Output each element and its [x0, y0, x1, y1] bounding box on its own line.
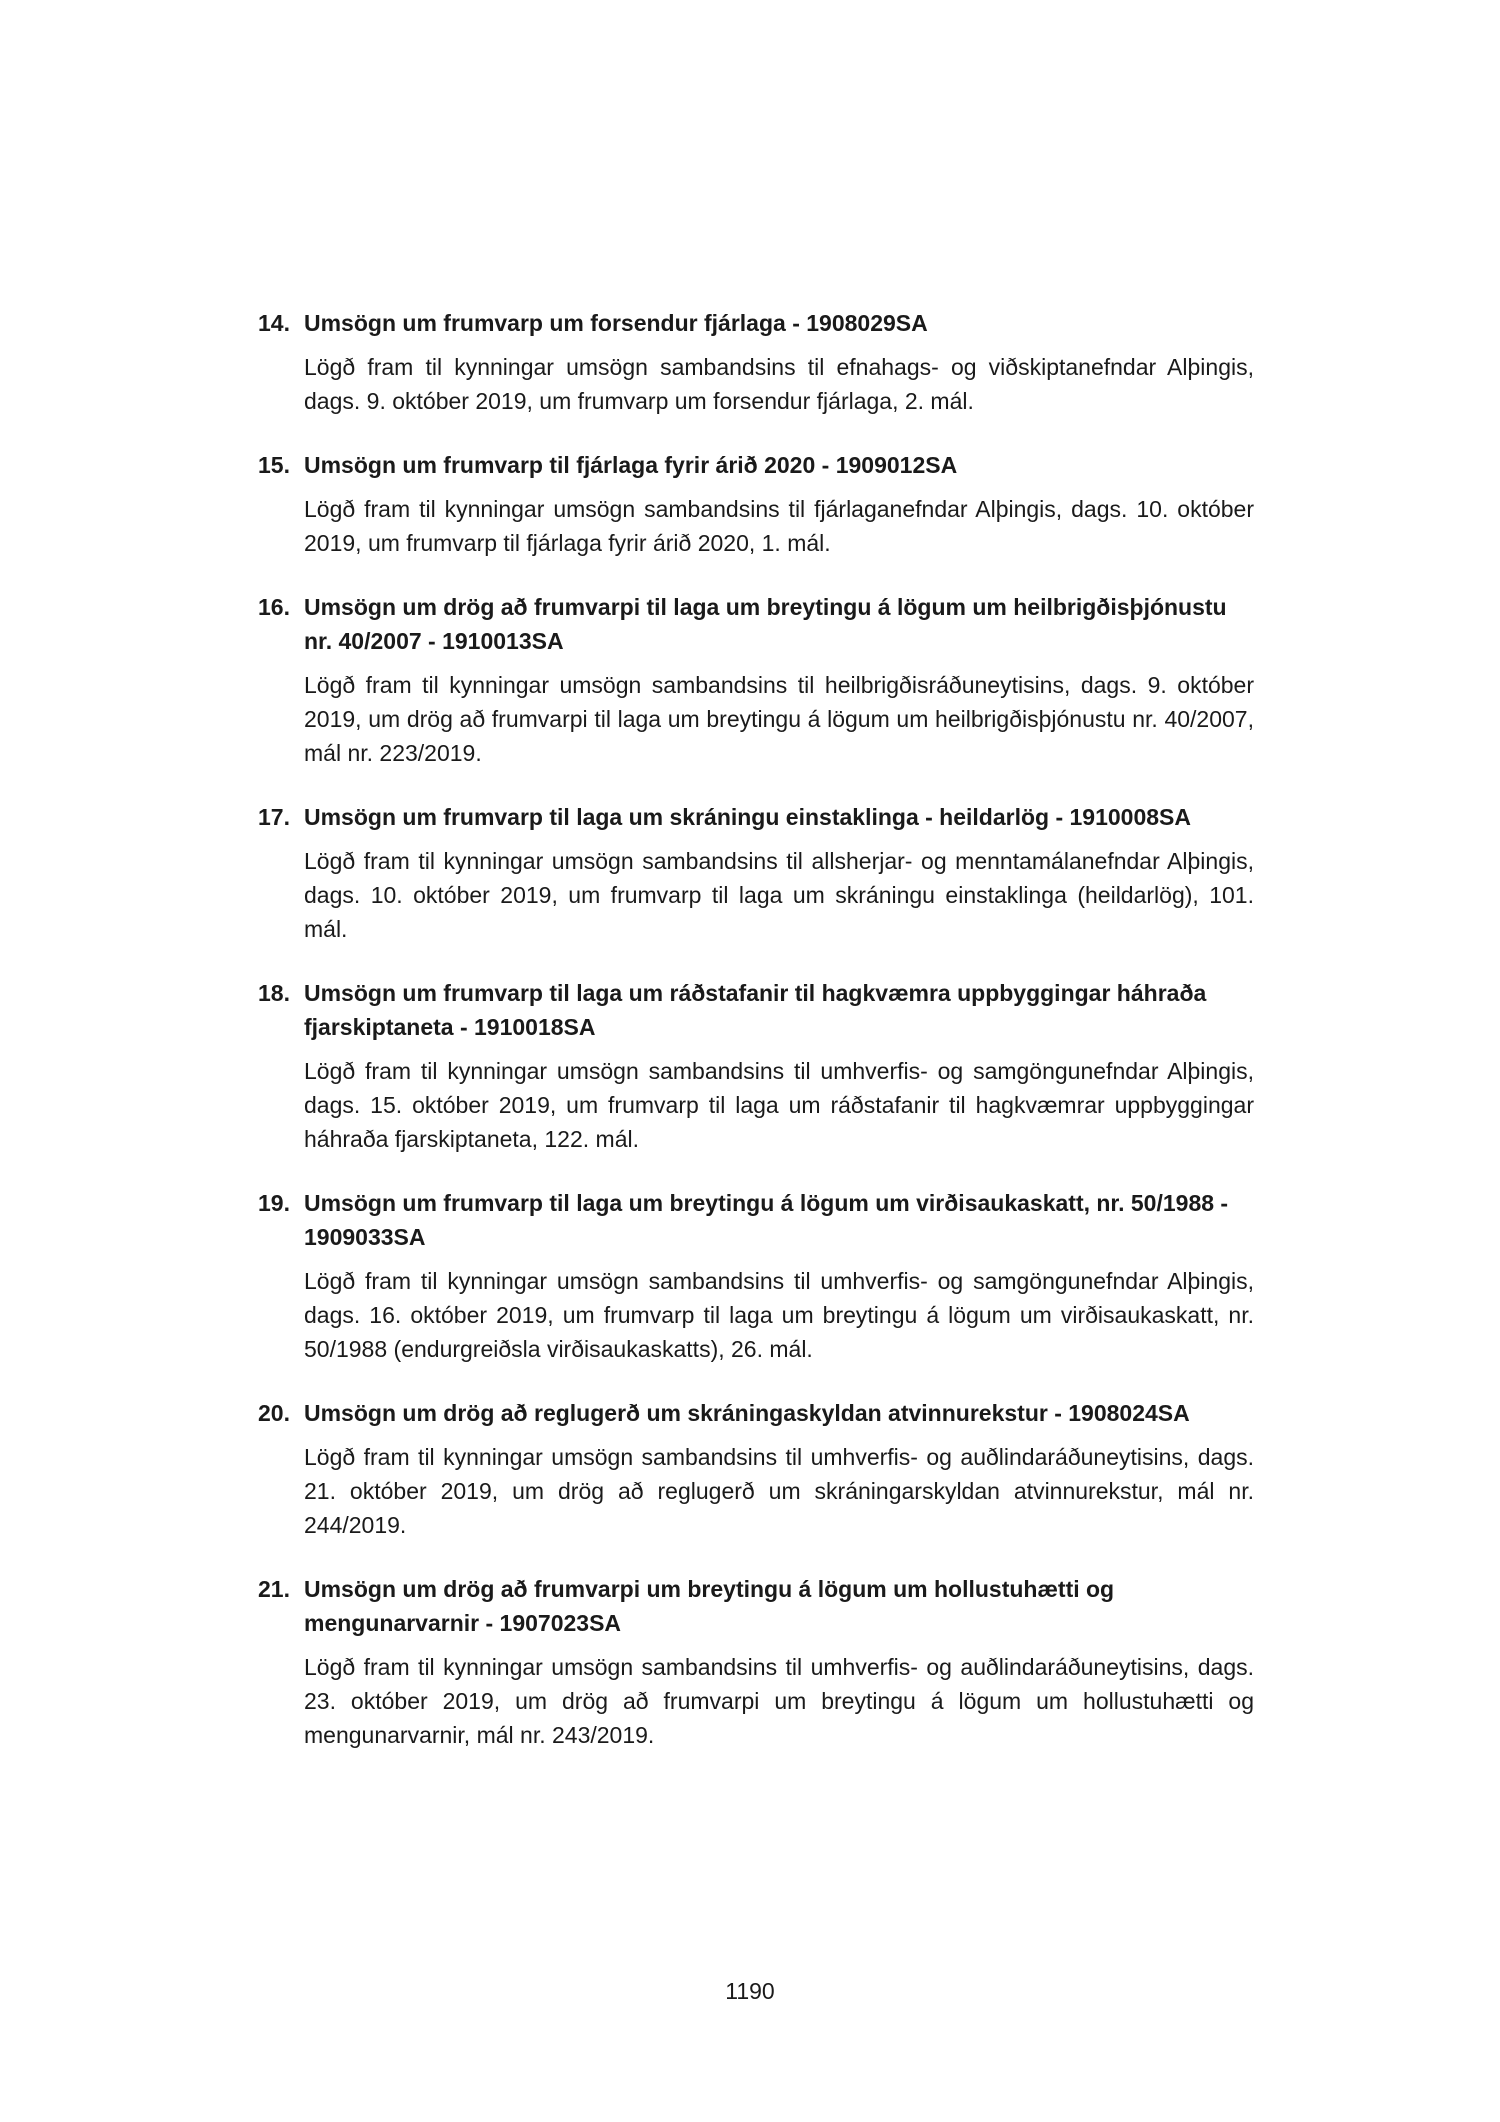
item-body: Lögð fram til kynningar umsögn sambandsins til umhverfis- og samgöngunefndar Alþingis, dags. 15. október 2019, um frumvarp til laga um ráðstafanir til hagkvæmrar uppbyggingar háhraða fjarskiptaneta, 122. mál. — [304, 1058, 1254, 1152]
item-body: Lögð fram til kynningar umsögn sambandsins til heilbrigðisráðuneytisins, dags. 9. október 2019, um drög að frumvarpi til laga um breytingu á lögum um heilbrigðisþjónustu nr. 40/2007, mál nr. 223/2019. — [304, 672, 1254, 766]
item-number: 20. — [258, 1400, 290, 1426]
item-title: Umsögn um frumvarp til laga um skráningu einstaklinga - heildarlög - 1910008SA — [304, 804, 1192, 830]
agenda-item — [258, 800, 1254, 946]
item-title: Umsögn um drög að reglugerð um skráningaskyldan atvinnurekstur - 1908024SA — [304, 1400, 1190, 1426]
item-title: Umsögn um frumvarp til laga um ráðstafanir til hagkvæmra uppbyggingar háhraða fjarskiptaneta - 1910018SA — [304, 980, 1207, 1040]
item-title: Umsögn um frumvarp til fjárlaga fyrir árið 2020 - 1909012SA — [304, 452, 958, 478]
agenda-item — [258, 306, 1254, 418]
agenda-item — [258, 976, 1254, 1156]
item-number: 16. — [258, 594, 290, 620]
item-body: Lögð fram til kynningar umsögn sambandsins til umhverfis- og auðlindaráðuneytisins, dags. 23. október 2019, um drög að frumvarpi um breytingu á lögum um hollustuhætti og mengunarvarnir, mál nr. 243/2019. — [304, 1654, 1254, 1748]
item-number: 19. — [258, 1190, 290, 1216]
item-title: Umsögn um frumvarp til laga um breytingu á lögum um virðisaukaskatt, nr. 50/1988 - 1909033SA — [304, 1190, 1229, 1250]
item-body: Lögð fram til kynningar umsögn sambandsins til allsherjar- og menntamálanefndar Alþingis, dags. 10. október 2019, um frumvarp til laga um skráningu einstaklinga (heildarlög), 101. mál. — [304, 848, 1254, 942]
agenda-item — [258, 1186, 1254, 1366]
agenda-item — [258, 1396, 1254, 1542]
item-number: 17. — [258, 804, 290, 830]
agenda-item-list — [258, 306, 1254, 1782]
item-body: Lögð fram til kynningar umsögn sambandsins til efnahags- og viðskiptanefndar Alþingis, dags. 9. október 2019, um frumvarp um forsendur fjárlaga, 2. mál. — [304, 354, 1254, 414]
item-body: Lögð fram til kynningar umsögn sambandsins til umhverfis- og auðlindaráðuneytisins, dags. 21. október 2019, um drög að reglugerð um skráningarskyldan atvinnurekstur, mál nr. 244/2019. — [304, 1444, 1254, 1538]
item-title: Umsögn um drög að frumvarpi til laga um breytingu á lögum um heilbrigðisþjónustu nr. 40/2007 - 1910013SA — [304, 594, 1227, 654]
item-title: Umsögn um drög að frumvarpi um breytingu á lögum um hollustuhætti og mengunarvarnir - 1907023SA — [304, 1576, 1115, 1636]
agenda-item — [258, 590, 1254, 770]
item-body: Lögð fram til kynningar umsögn sambandsins til umhverfis- og samgöngunefndar Alþingis, dags. 16. október 2019, um frumvarp til laga um breytingu á lögum um virðisaukaskatt, nr. 50/1988 (endurgreiðsla virðisaukaskatts), 26. mál. — [304, 1268, 1254, 1362]
item-number: 18. — [258, 980, 290, 1006]
agenda-item — [258, 1572, 1254, 1752]
item-title: Umsögn um frumvarp um forsendur fjárlaga - 1908029SA — [304, 310, 928, 336]
item-number: 14. — [258, 310, 290, 336]
item-body: Lögð fram til kynningar umsögn sambandsins til fjárlaganefndar Alþingis, dags. 10. október 2019, um frumvarp til fjárlaga fyrir árið 2020, 1. mál. — [304, 496, 1254, 556]
page-number: 1190 — [725, 1978, 775, 2004]
item-number: 15. — [258, 452, 290, 478]
item-number: 21. — [258, 1576, 290, 1602]
agenda-item — [258, 448, 1254, 560]
